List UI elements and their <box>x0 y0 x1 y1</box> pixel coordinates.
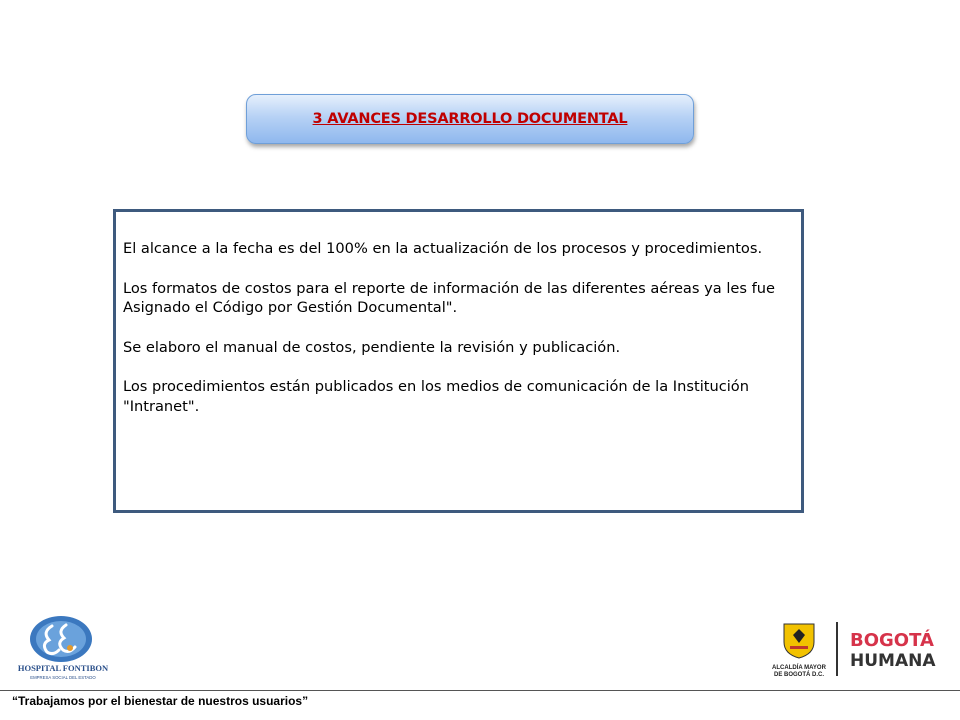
bogota-word: BOGOTÁ <box>850 630 934 651</box>
hospital-subtitle: EMPRESA SOCIAL DEL ESTADO <box>30 675 96 680</box>
logo-divider <box>836 622 838 676</box>
paragraph-3: Se elaboro el manual de costos, pendiente la revisión y publicación. <box>123 338 621 356</box>
paragraph-1: El alcance a la fecha es del 100% en la actualización de los procesos y procedimientos. <box>123 240 763 257</box>
paragraph-2: Los formatos de costos para el reporte de información de las diferentes aéreas ya les fue Asignado el Código por Gestión Documental". <box>123 279 775 316</box>
content-box <box>113 209 804 513</box>
hospital-fontibon-logo <box>12 612 114 682</box>
bogota-logo <box>770 618 940 680</box>
slide-title-box <box>246 94 694 144</box>
humana-word: HUMANA <box>850 651 936 671</box>
bogota-coat-of-arms-icon <box>784 624 814 658</box>
paragraph-4: Los procedimientos están publicados en los medios de comunicación de la Institución "Intranet". <box>123 378 749 415</box>
alcaldia-line1: ALCALDÍA MAYOR <box>772 665 826 671</box>
hospital-name: HOSPITAL FONTIBON <box>17 663 109 673</box>
slide-title: 3 AVANCES DESARROLLO DOCUMENTAL <box>312 111 628 127</box>
footer-slogan: “Trabajamos por el bienestar de nuestros usuarios” <box>12 694 309 708</box>
footer-divider <box>0 690 960 691</box>
alcaldia-line2: DE BOGOTÁ D.C. <box>773 672 825 678</box>
